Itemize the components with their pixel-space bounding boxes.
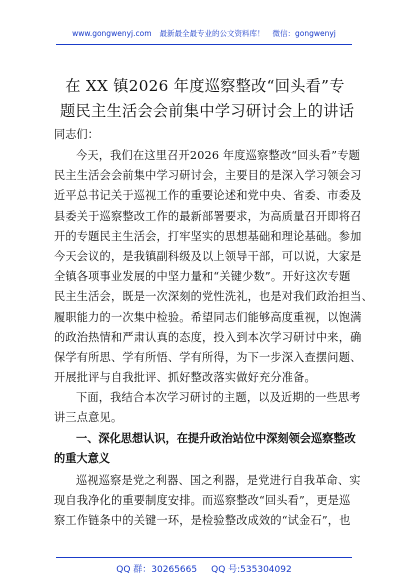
text-line: 全镇各项事业发展的中坚力量和“关键少数”。开好这次专题 bbox=[54, 270, 351, 284]
header-divider bbox=[56, 44, 352, 45]
text-line: 开的专题民主生活会，打牢坚实的思想基础和理论基础。参加 bbox=[54, 229, 362, 243]
text-line: 今天，我们在这里召开2026 年度巡察整改“回头看”专题 bbox=[76, 149, 361, 162]
text-line: 民主生活会会前集中学习研讨会，主要目的是深入学习领会习 bbox=[54, 169, 362, 183]
title-line-1: 在 XX 镇2026 年度巡察整改“回头看”专 bbox=[65, 77, 345, 95]
site-url[interactable]: www.gongwenyj.com bbox=[72, 29, 152, 38]
qq-group: QQ 群：30265665 bbox=[116, 565, 198, 575]
text-line: 保学有所思、学有所悟、学有所得，为下一步深入查摆问题、 bbox=[54, 351, 362, 365]
site-header bbox=[0, 28, 408, 39]
text-line: 履职能力的一次集中检验。希望同志们能够高度重视，以饱满 bbox=[54, 310, 362, 324]
text-line: 讲三点意见。 bbox=[54, 411, 123, 425]
text-line: 近平总书记关于巡视工作的重要论述和党中央、省委、市委及 bbox=[54, 189, 362, 203]
text-line: 察工作链条中的关键一环，是检验整改成效的“试金石”，也 bbox=[54, 514, 351, 528]
heading-line: 一、深化思想认识，在提升政治站位中深刻领会巡察整改 bbox=[76, 432, 356, 445]
title-line-2: 题民主生活会会前集中学习研讨会上的讲话 bbox=[60, 102, 355, 120]
wechat-id: 微信：gongwenyj bbox=[272, 29, 336, 38]
qq-number: QQ 号:535304092 bbox=[211, 565, 292, 575]
section-heading-1 bbox=[54, 429, 359, 469]
document-title bbox=[60, 74, 355, 124]
text-line: 今天会议的，是我镇副科级及以上领导干部，可以说，大家是 bbox=[54, 250, 362, 264]
paragraph-transition bbox=[54, 388, 359, 428]
text-line: 现自我净化的重要制度安排。而巡察整改“回头看”，更是巡 bbox=[54, 494, 351, 508]
text-line: 的政治热情和严肃认真的态度，投入到本次学习研讨中来，确 bbox=[54, 330, 362, 344]
greeting: 同志们： bbox=[54, 128, 99, 141]
site-footer bbox=[0, 562, 408, 575]
text-line: 巡视巡察是党之利器、国之利器，是党进行自我革命、实 bbox=[76, 474, 361, 487]
text-line: 下面，我结合本次学习研讨的主题，以及近期的一些思考 bbox=[76, 391, 361, 404]
text-line: 县委关于巡察整改工作的最新部署要求，为高质量召开即将召 bbox=[54, 209, 362, 223]
paragraph-section-1 bbox=[54, 471, 359, 532]
text-line: 民主生活会，既是一次深刻的党性洗礼，也是对我们政治担当、 bbox=[54, 290, 373, 304]
footer-divider bbox=[56, 557, 352, 558]
heading-line: 的重大意义 bbox=[54, 452, 110, 466]
paragraph-intro bbox=[54, 146, 373, 388]
site-slogan: 最新最全最专业的公文资料库！ bbox=[159, 29, 265, 38]
text-line: 开展批评与自我批评、抓好整改落实做好充分准备。 bbox=[54, 371, 316, 385]
